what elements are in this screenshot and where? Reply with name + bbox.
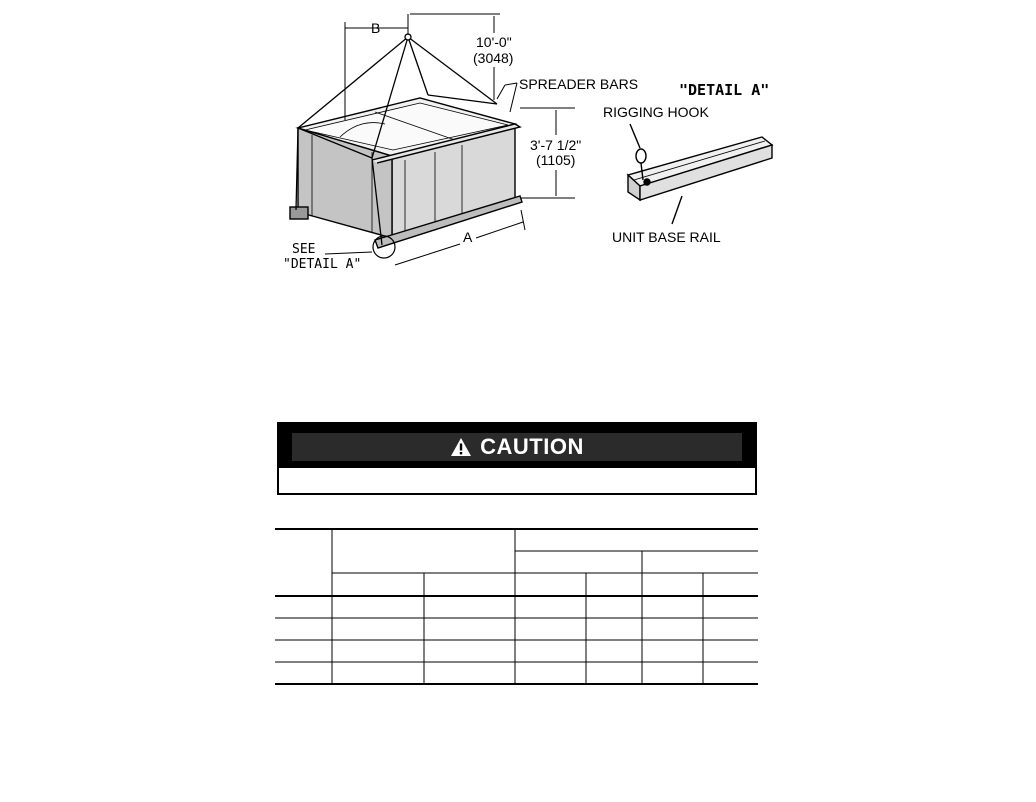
unit-base-rail-label: UNIT BASE RAIL: [612, 229, 721, 245]
height-mm-label: (3048): [473, 50, 514, 66]
caution-header: [279, 424, 755, 468]
see-detail-line2: "DETAIL A": [283, 257, 362, 272]
see-detail-line1: SEE: [292, 242, 316, 257]
detail-a-drawing: [628, 124, 772, 224]
detail-a-title: "DETAIL A": [679, 81, 770, 99]
caution-title-bar: [292, 433, 742, 461]
dimension-b-label: B: [371, 20, 381, 36]
rigging-weights-table: [275, 528, 759, 686]
caution-box: [277, 422, 757, 495]
rigging-figure: [0, 0, 1036, 300]
caution-title: CAUTION: [480, 434, 584, 459]
spreader-bars-label: SPREADER BARS: [519, 76, 639, 92]
height-ft-label: 10'-0": [476, 34, 512, 50]
unit-height-ft-label: 3'-7 1/2": [530, 137, 582, 153]
dimension-a-label: A: [463, 229, 473, 245]
warning-triangle-icon: [450, 437, 472, 457]
rigging-hook-label: RIGGING HOOK: [603, 104, 709, 120]
unit-height-mm-label: (1105): [536, 152, 576, 168]
